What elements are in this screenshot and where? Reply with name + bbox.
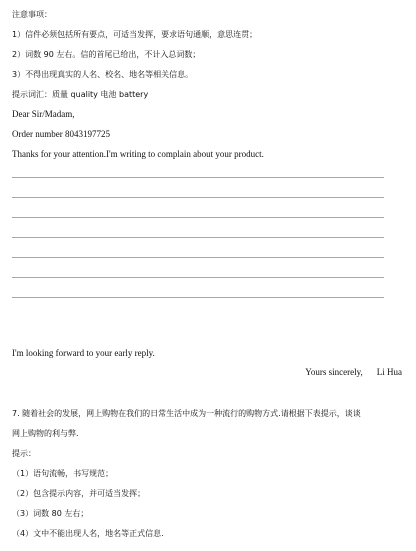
question-7-prompt-line-1: 7. 随着社会的发展，网上购物在我们的日常生活中成为一种流行的购物方式.请根据下表提示，谈谈 [12,409,361,418]
tip-item-4: （4）文中不能出现人名，地名等正式信息. [12,529,164,538]
order-number: Order number 8043197725 [12,129,110,139]
writing-line [12,177,384,178]
writing-line [12,277,384,278]
letter-salutation: Dear Sir/Madam, [12,109,75,119]
complimentary-close: Yours sincerely, [305,367,363,377]
tip-item-3: （3）词数 80 左右； [12,509,89,518]
signature: Li Hua [376,367,402,377]
notes-heading: 注意事项： [12,10,52,19]
writing-line [12,297,384,298]
letter-signoff [305,367,402,377]
letter-closing-sentence: I'm looking forward to your early reply. [12,348,155,358]
writing-line [12,257,384,258]
note-item-2: 2）词数 90 左右。信的首尾已给出，不计入总词数； [12,50,201,59]
tip-item-1: （1）语句流畅，书写规范； [12,469,114,478]
note-item-1: 1）信件必须包括所有要点，可适当发挥，要求语句通顺，意思连贯； [12,30,258,39]
question-7-prompt-line-2: 网上购物的利与弊. [12,429,79,438]
writing-line [12,197,384,198]
writing-line [12,217,384,218]
vocabulary-hint: 提示词汇：质量 quality 电池 battery [12,90,149,99]
tips-heading: 提示： [12,449,36,458]
note-item-3: 3）不得出现真实的人名、校名、地名等相关信息。 [12,70,194,79]
writing-line [12,237,384,238]
letter-opening-sentence: Thanks for your attention.I'm writing to complain about your product. [12,149,264,159]
tip-item-2: （2）包含提示内容，并可适当发挥； [12,489,146,498]
